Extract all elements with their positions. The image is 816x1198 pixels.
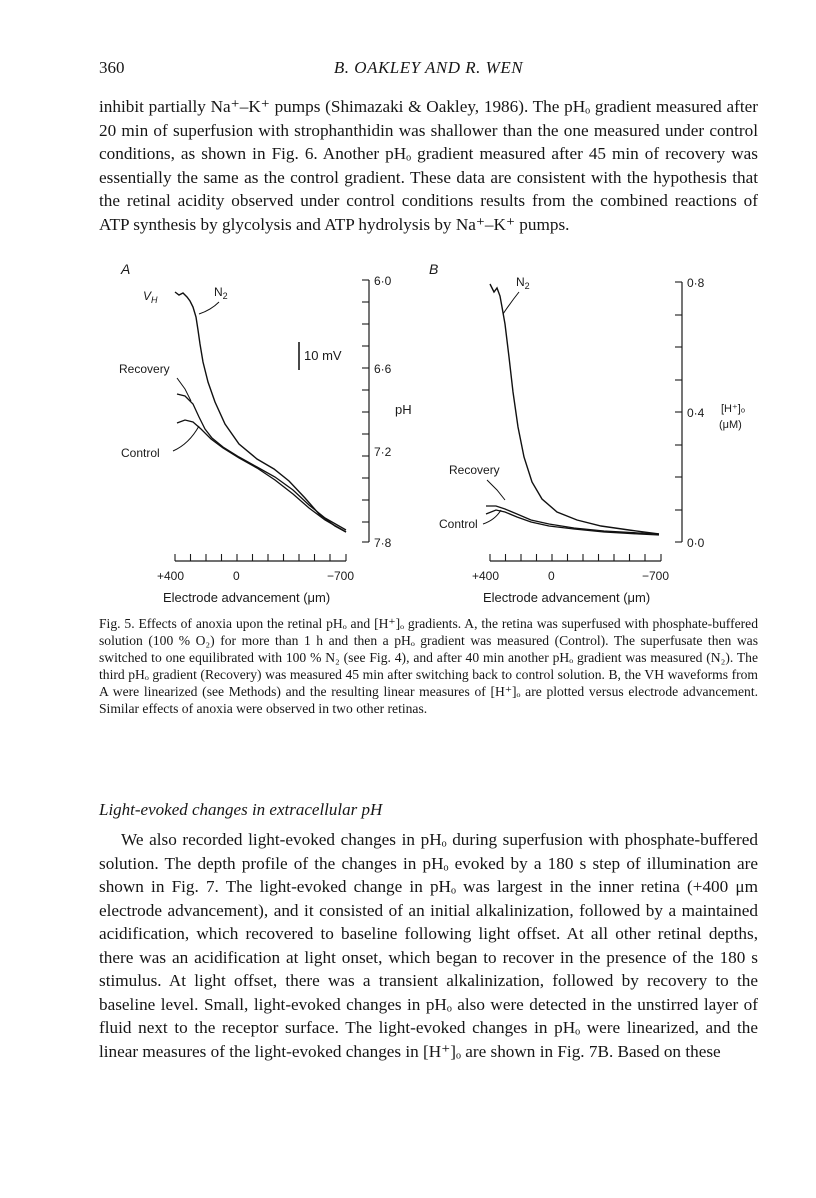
page-header	[99, 58, 758, 84]
panel-b-x-tick-label: 0	[548, 569, 555, 583]
panel-a-y-ticks	[362, 280, 369, 542]
panel-a-y-tick-label: 7·8	[374, 536, 392, 550]
panel-a-y-tick-label: 6·6	[374, 362, 392, 376]
section-heading: Light-evoked changes in extracellular pH	[99, 800, 383, 819]
panel-a-x-ticks	[175, 554, 346, 561]
trace-b-n2	[490, 284, 659, 534]
panel-b-x-ticks	[490, 554, 661, 561]
pointer-b-recovery	[487, 480, 505, 500]
label-b-n2: $N_2$	[516, 275, 530, 291]
body-paragraph: We also recorded light-evoked changes in pHₒ during superfusion with phosphate-buffered solution. The depth profile of the changes in pHₒ evoked by a 180 s step of illumination are shown in Fig. 7. The light-evoked change in pHₒ was largest in the inner retina (+400 μm electrode advancement), and it consisted of an initial alkalinization, followed by a maintained acidification, which recovered to baseline following light offset. At all other retinal depths, there was an acidification at light onset, which began to recover in the presence of the 180 s stimulus. At light offset, there was a transient alkalinization, followed by recovery to the baseline level. Small, light-evoked changes in pHₒ also were detected in the unstirred layer of fluid next to the receptor surface. The light-evoked changes in pHₒ were linearized, and the linear measures of the light-evoked changes in [H⁺]ₒ are shown in Fig. 7B. Based on these	[99, 830, 758, 1061]
panel-b-y-axis-title: [H⁺]ₒ	[721, 403, 746, 415]
label-a-control: Control	[121, 446, 160, 460]
panel-b-y-tick-label: 0·0	[687, 536, 705, 550]
panel-a-x-tick-label: 0	[233, 569, 240, 583]
panel-b-y-tick-label: 0·8	[687, 276, 705, 290]
panel-b-x-axis-title: Electrode advancement (μm)	[483, 590, 651, 605]
label-vh: $V_H$	[143, 289, 158, 305]
panel-b	[429, 262, 745, 605]
trace-b-recovery	[486, 506, 659, 534]
page-number: 360	[99, 58, 125, 77]
figure-caption: Fig. 5. Effects of anoxia upon the retinal pHₒ and [H⁺]ₒ gradients. A, the retina was superfused with phosphate-buffered solution (100 % O₂) for more than 1 h and then a pHₒ gradient was measured (Control). The superfusate then was switched to one equilibrated with 100 % N₂ (see Fig. 4), and after 40 min another pHₒ gradient was measured (N₂). The third pHₒ gradient (Recovery) was measured 45 min after switching back to control solution. B, the VH waveforms from A were linearized (see Methods) and the resulting linear measures of [H⁺]ₒ are plotted versus electrode advancement. Similar effects of anoxia were observed in two other retinas.	[99, 616, 758, 717]
panel-b-y-tick-label: 0·4	[687, 406, 705, 420]
scale-bar-label: 10 mV	[304, 348, 342, 363]
panel-b-letter: B	[429, 262, 439, 277]
panel-a-y-tick-label: 6·0	[374, 274, 392, 288]
label-b-control: Control	[439, 517, 478, 531]
panel-a-y-axis-title: pH	[395, 402, 412, 417]
panel-a-x-axis-title: Electrode advancement (μm)	[163, 590, 331, 605]
label-a-n2: $N_2$	[214, 285, 228, 301]
panel-a-y-tick-label: 7·2	[374, 445, 392, 459]
panel-b-y-ticks	[675, 282, 682, 542]
panel-b-y-axis-unit: (μM)	[719, 419, 742, 431]
pointer-a-recovery	[177, 378, 191, 401]
panel-b-x-tick-label: +400	[472, 569, 500, 583]
panel-a-x-tick-label: +400	[157, 569, 185, 583]
panel-a	[119, 262, 412, 605]
trace-b-control	[486, 510, 659, 535]
pointer-a-control	[173, 426, 199, 451]
intro-paragraph: inhibit partially Na⁺–K⁺ pumps (Shimazaki & Oakley, 1986). The pHₒ gradient measured after 20 min of superfusion with strophanthidin was shallower than the one measured under control conditions, as shown in Fig. 6. Another pHₒ gradient measured after 45 min of recovery was essentially the same as the control gradient. These data are consistent with the hypothesis that the retinal acidity observed under control conditions results from the combined reactions of ATP synthesis by glycolysis and ATP hydrolysis by Na⁺–K⁺ pumps.	[99, 97, 758, 234]
trace-n2	[175, 292, 346, 532]
label-b-recovery: Recovery	[449, 463, 500, 477]
figure-5	[99, 262, 759, 607]
panel-b-x-tick-label: −700	[642, 569, 670, 583]
pointer-b-n2	[503, 292, 519, 314]
panel-a-letter: A	[121, 262, 131, 277]
label-a-recovery: Recovery	[119, 362, 170, 376]
panel-a-x-tick-label: −700	[327, 569, 355, 583]
pointer-a-n2	[199, 302, 219, 314]
running-head: B. OAKLEY AND R. WEN	[333, 58, 524, 77]
